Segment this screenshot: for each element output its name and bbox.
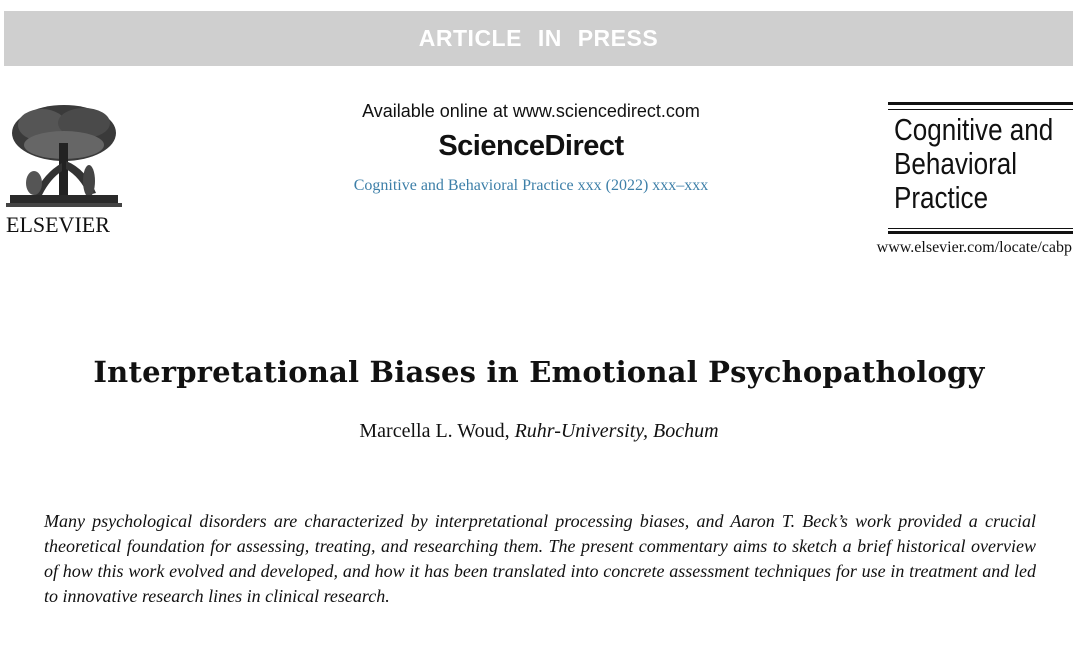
journal-logo[interactable]	[888, 102, 1073, 234]
journal-logo-rule	[888, 228, 1073, 229]
journal-citation-link[interactable]: Cognitive and Behavioral Practice xxx (2022) xxx–xxx	[353, 177, 709, 194]
author-line	[0, 420, 1078, 443]
banner-text: ARTICLE IN PRESS	[418, 25, 659, 51]
journal-logo-rule	[888, 102, 1073, 105]
journal-name-line: Cognitive and	[894, 112, 1054, 147]
elsevier-tree-icon	[4, 103, 124, 211]
journal-url-link[interactable]: www.elsevier.com/locate/cabp	[876, 239, 1072, 256]
article-in-press-banner	[4, 11, 1073, 66]
journal-name	[894, 112, 1054, 215]
abstract: Many psychological disorders are characterized by interpretational processing biases, and Aaron T. Beck’s work provided a crucial theoretical foundation for assessing, treating, and researching them. The present commentary aims to sketch a brief historical overview of how this work evolved and developed, and how it has been translated into concrete assessment techniques for use in treatment and led to innovative research lines in clinical research.	[44, 511, 1036, 606]
elsevier-logo[interactable]	[4, 103, 124, 238]
journal-header	[250, 100, 812, 195]
article-title: Interpretational Biases in Emotional Psychopathology	[93, 355, 985, 389]
journal-logo-rule	[888, 231, 1073, 234]
journal-name-line: Behavioral	[894, 146, 1018, 181]
journal-name-line: Practice	[894, 180, 989, 215]
available-online-text: Available online at www.sciencedirect.com	[362, 101, 700, 121]
author-affiliation: Ruhr-University, Bochum	[514, 420, 719, 442]
journal-logo-rule	[888, 109, 1073, 110]
publisher-name: ELSEVIER	[6, 212, 110, 237]
author-name: Marcella L. Woud,	[359, 420, 510, 442]
sciencedirect-logo[interactable]: ScienceDirect	[438, 130, 624, 162]
